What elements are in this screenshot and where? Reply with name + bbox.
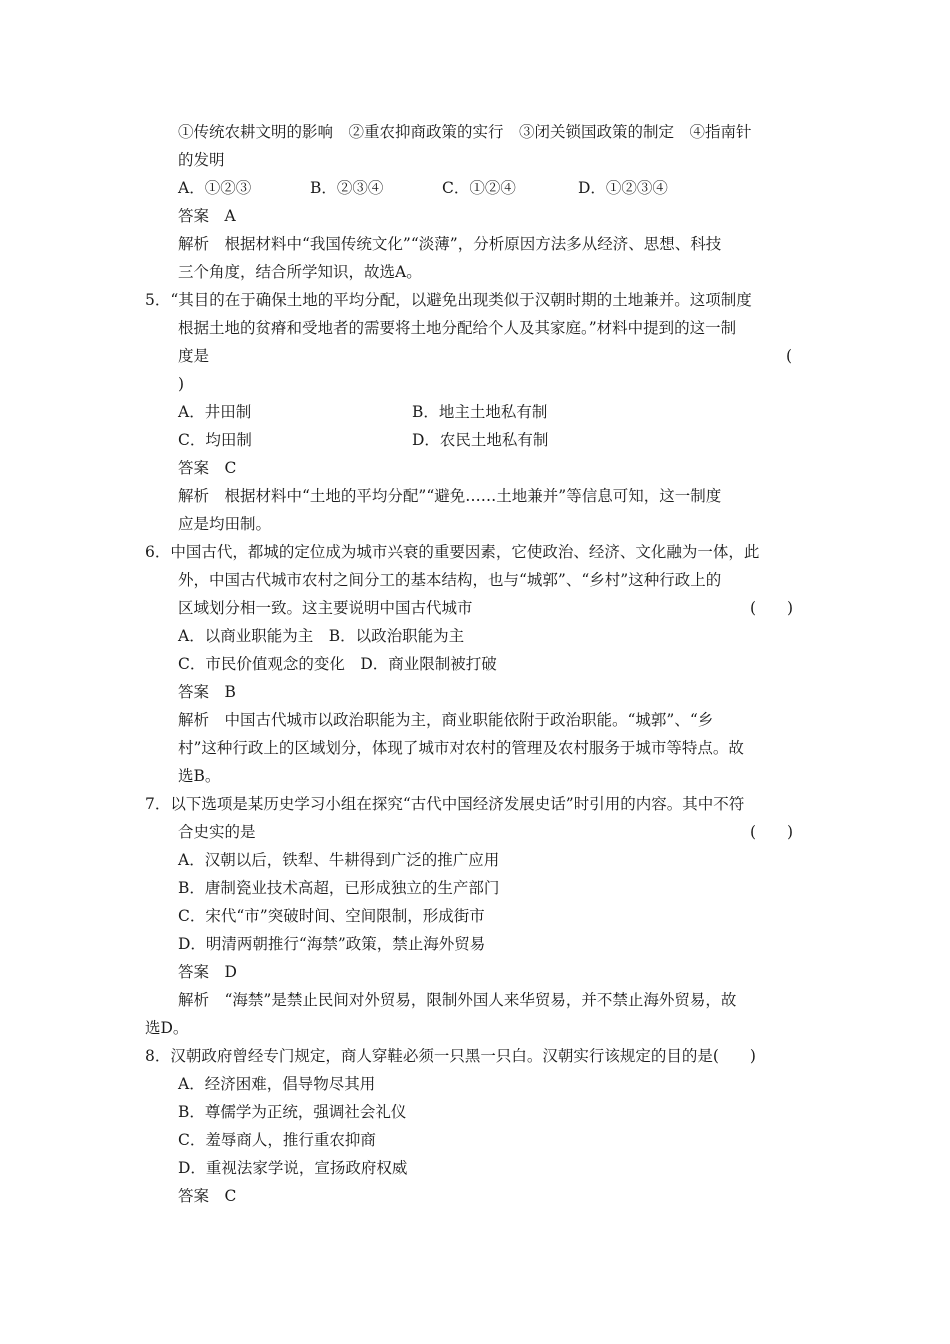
q4-statements-line: 的发明 <box>178 151 225 169</box>
q5-option-d: D．农民土地私有制 <box>412 431 549 449</box>
q6-stem: 区域划分相一致。这主要说明中国古代城市 <box>178 599 473 617</box>
q7-option-d: D．明清两朝推行“海禁”政策，禁止海外贸易 <box>178 935 486 953</box>
q4-option-c: C．①②④ <box>442 179 516 197</box>
q7-answer: 答案 D <box>178 963 237 981</box>
q4-statements-line: ①传统农耕文明的影响 ②重农抑商政策的实行 ③闭关锁国政策的制定 ④指南针 <box>178 123 752 141</box>
q5-analysis: 解析 根据材料中“土地的平均分配”“避免……土地兼并”等信息可知，这一制度 <box>178 487 722 505</box>
q6-options-line: C．市民价值观念的变化 D．商业限制被打破 <box>178 655 497 673</box>
q8-option-a: A．经济困难，倡导物尽其用 <box>178 1075 376 1093</box>
q7-analysis: 选D。 <box>145 1019 189 1037</box>
q5-option-a: A．井田制 <box>178 403 252 421</box>
q5-answer: 答案 C <box>178 459 237 477</box>
q4-option-d: D．①②③④ <box>578 179 668 197</box>
q6-answer-paren: ( ) <box>750 599 794 617</box>
q8-option-b: B．尊儒学为正统，强调社会礼仪 <box>178 1103 407 1121</box>
q7-stem: 合史实的是 <box>178 823 256 841</box>
q6-analysis: 选B。 <box>178 767 221 785</box>
q4-analysis: 三个角度，结合所学知识，故选A。 <box>178 263 422 281</box>
q5-stem: 度是 <box>178 347 210 365</box>
q8-stem: 8．汉朝政府曾经专门规定，商人穿鞋必须一只黑一只白。汉朝实行该规定的目的是( ) <box>145 1047 756 1065</box>
q6-options-line: A．以商业职能为主 B．以政治职能为主 <box>178 627 465 645</box>
q5-analysis: 应是均田制。 <box>178 515 272 533</box>
q5-stem: 根据土地的贫瘠和受地者的需要将土地分配给个人及其家庭。”材料中提到的这一制 <box>178 319 737 337</box>
q6-stem: 外，中国古代城市农村之间分工的基本结构，也与“城郭”、“乡村”这种行政上的 <box>178 571 722 589</box>
q5-option-c: C．均田制 <box>178 431 252 449</box>
q6-analysis: 解析 中国古代城市以政治职能为主，商业职能依附于政治职能。“城郭”、“乡 <box>178 711 714 729</box>
q8-option-c: C．羞辱商人，推行重农抑商 <box>178 1131 376 1149</box>
q5-stem: 5．“其目的在于确保土地的平均分配，以避免出现类似于汉朝时期的土地兼并。这项制度 <box>145 291 752 309</box>
q7-option-a: A．汉朝以后，铁犁、牛耕得到广泛的推广应用 <box>178 851 500 869</box>
q7-option-b: B．唐制瓷业技术高超，已形成独立的生产部门 <box>178 879 500 897</box>
q5-answer-paren-close: ) <box>178 375 185 393</box>
q7-answer-paren: ( ) <box>750 823 794 841</box>
q6-analysis: 村”这种行政上的区域划分，体现了城市对农村的管理及农村服务于城市等特点。故 <box>178 739 744 757</box>
q8-answer: 答案 C <box>178 1187 237 1205</box>
q7-stem: 7．以下选项是某历史学习小组在探究“古代中国经济发展史话”时引用的内容。其中不符 <box>145 795 745 813</box>
q4-option-b: B．②③④ <box>310 179 384 197</box>
q4-answer: 答案 A <box>178 207 236 225</box>
q6-answer: 答案 B <box>178 683 236 701</box>
q7-option-c: C．宋代“市”突破时间、空间限制，形成街市 <box>178 907 485 925</box>
q7-analysis: 解析 “海禁”是禁止民间对外贸易，限制外国人来华贸易，并不禁止海外贸易，故 <box>178 991 737 1009</box>
q5-answer-paren-open: ( <box>786 347 793 365</box>
q8-option-d: D．重视法家学说，宣扬政府权威 <box>178 1159 408 1177</box>
q5-option-b: B．地主土地私有制 <box>412 403 548 421</box>
q4-option-a: A．①②③ <box>178 179 252 197</box>
q6-stem: 6．中国古代，都城的定位成为城市兴衰的重要因素，它使政治、经济、文化融为一体，此 <box>145 543 760 561</box>
q4-analysis: 解析 根据材料中“我国传统文化”“淡薄”，分析原因方法多从经济、思想、科技 <box>178 235 722 253</box>
